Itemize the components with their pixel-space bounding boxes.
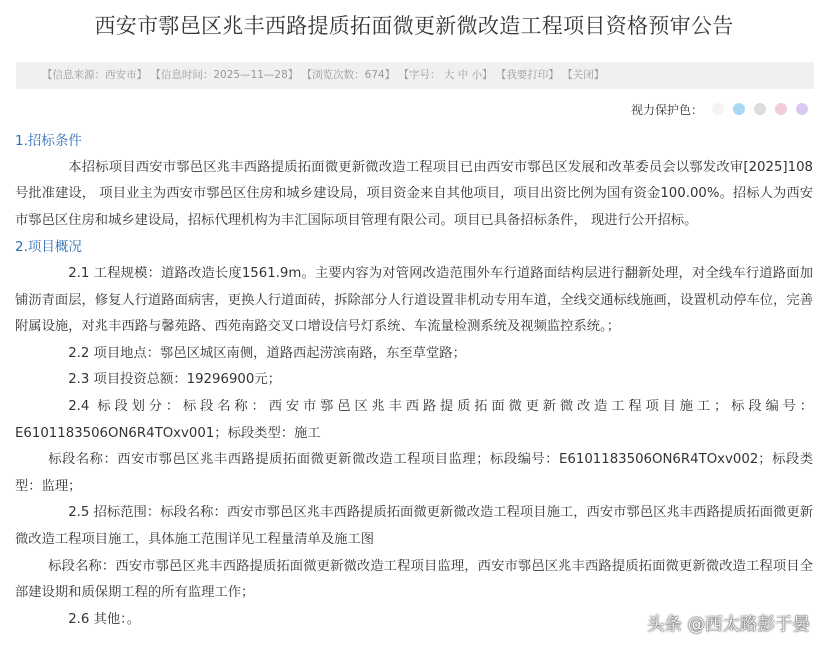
font-medium-link[interactable]: 中	[457, 69, 469, 81]
paragraph: 2.4 标段划分：标段名称：西安市鄠邑区兆丰西路提质拓面微更新微改造工程项目施工；标段编号：E6101183506ON6R4TOxv001；标段类型：施工	[15, 398, 813, 441]
info-views: 【浏览次数：674】	[301, 69, 396, 81]
paragraph: 2.1 工程规模：道路改造长度1561.9m。主要内容为对管网改造范围外车行道路面结构层进行翻新处理，对全线车行道路面加铺沥青面层，修复人行道路面病害，更换人行道面砖，拆除部分人行道设置非机动专用车道，全线交通标线施画，设置机动停车位，完善附属设施，对兆丰西路与馨苑路、西苑南路交叉口增设信号灯系统、车流量检测系统及视频监控系统。；	[15, 265, 813, 335]
paragraph: 标段名称：西安市鄠邑区兆丰西路提质拓面微更新微改造工程项目监理；标段编号：E6101183506ON6R4TOxv002；标段类型：监理；	[15, 452, 813, 494]
article-body	[15, 128, 813, 633]
paragraph: 本招标项目西安市鄠邑区兆丰西路提质拓面微更新微改造工程项目已由西安市鄠邑区发展和改革委员会以鄠发改审[2025]108号批准建设， 项目业主为西安市鄠邑区住房和城乡建设局，项目资金来自其他项目，项目出资比例为国有资金100.00%。招标人为西安市鄠邑区住房和城乡建设局，招标代理机构为丰汇国际项目管理有限公司。项目已具备招标条件， 现进行公开招标。	[15, 159, 813, 228]
section-heading: 1.招标条件	[15, 133, 82, 149]
print-link[interactable]: 【我要打印】	[495, 69, 559, 81]
color-swatch[interactable]	[733, 103, 745, 115]
info-time: 【信息时间：2025—11—28】	[150, 69, 299, 81]
paragraph: 2.2 项目地点：鄠邑区城区南侧，道路西起涝滨南路，东至草堂路；	[68, 345, 466, 361]
font-size-label: 【字号：	[398, 69, 441, 81]
paragraph: 2.6 其他：。	[68, 611, 141, 627]
color-swatch[interactable]	[712, 103, 724, 115]
section-heading: 2.项目概况	[15, 239, 82, 256]
eye-protection-bar	[631, 101, 808, 117]
color-swatch[interactable]	[754, 103, 766, 115]
info-source: 【信息来源：西安市】	[42, 69, 147, 81]
page-title: 西安市鄠邑区兆丰西路提质拓面微更新微改造工程项目资格预审公告	[94, 14, 734, 38]
eye-protection-label: 视力保护色：	[630, 102, 703, 117]
font-large-link[interactable]: 大	[443, 69, 455, 81]
paragraph: 标段名称：西安市鄠邑区兆丰西路提质拓面微更新微改造工程项目监理，西安市鄠邑区兆丰西路提质拓面微更新微改造工程项目全部建设期和质保期工程的所有监理工作；	[15, 558, 813, 601]
close-link[interactable]: 【关闭】	[562, 69, 605, 81]
color-swatch[interactable]	[796, 103, 808, 115]
watermark: 头条 @西太路彭于晏	[646, 615, 810, 635]
info-bar	[16, 62, 814, 89]
paragraph: 2.3 项目投资总额：19296900元；	[68, 372, 281, 388]
font-small-link[interactable]: 小】	[471, 69, 493, 81]
color-swatch[interactable]	[775, 103, 787, 115]
paragraph: 2.5 招标范围：标段名称：西安市鄠邑区兆丰西路提质拓面微更新微改造工程项目施工，西安市鄠邑区兆丰西路提质拓面微更新微改造工程项目施工，具体施工范围详见工程量清单及施工图	[15, 505, 813, 547]
